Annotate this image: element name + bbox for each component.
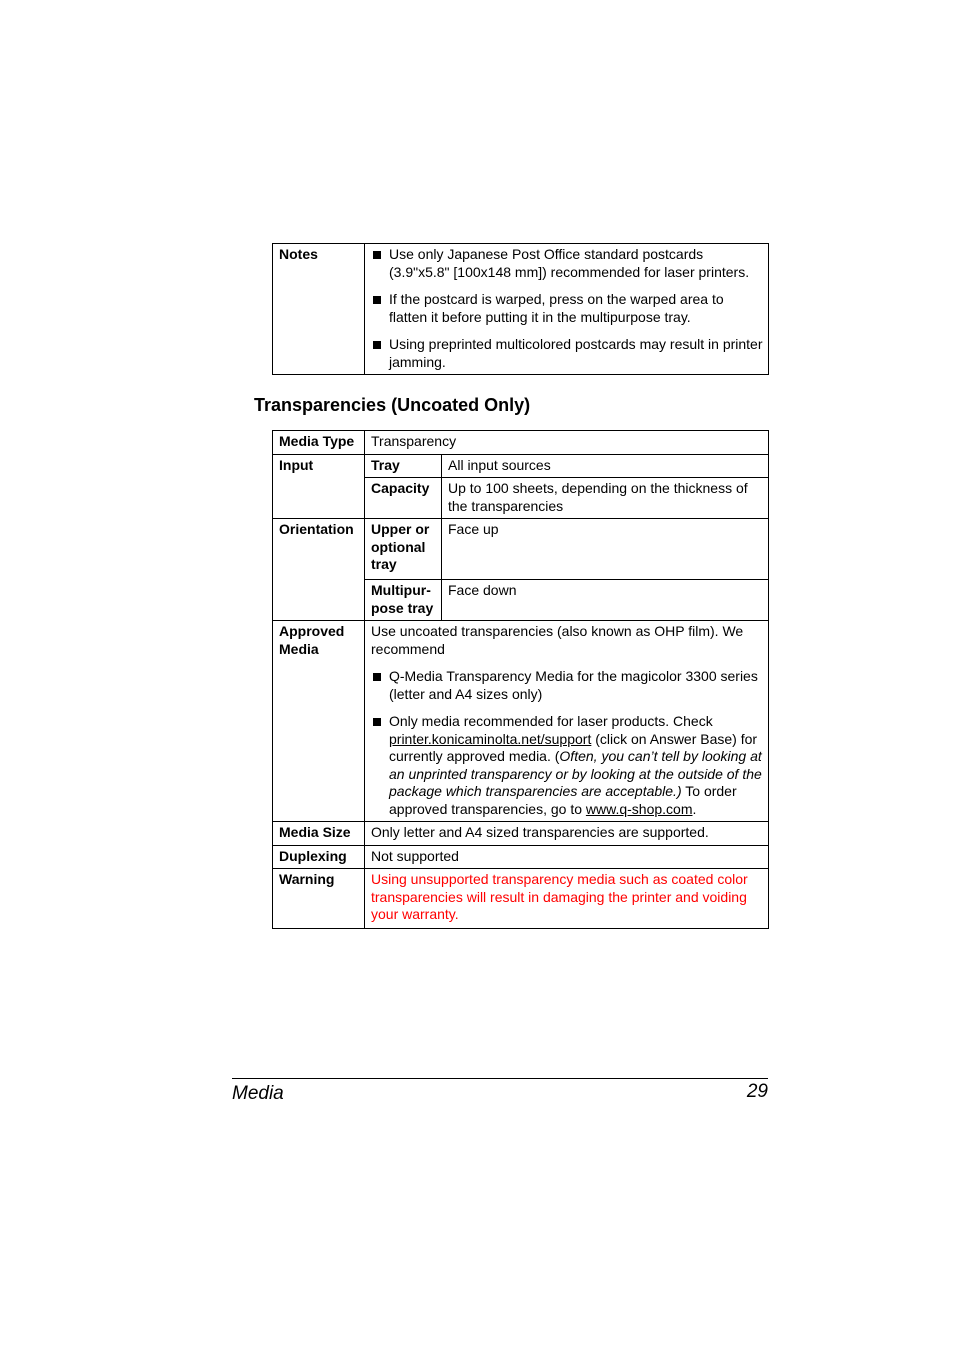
notes-table xyxy=(272,243,769,375)
capacity-label: Capacity xyxy=(365,478,442,519)
tray-value: All input sources xyxy=(442,454,769,478)
duplexing-label: Duplexing xyxy=(273,845,365,869)
media-size-value: Only letter and A4 sized transparencies are supported. xyxy=(365,822,769,846)
media-size-label: Media Size xyxy=(273,822,365,846)
notes-content xyxy=(365,244,769,375)
approved-media-content xyxy=(365,621,769,822)
item-note: Often, you can’t tell by looking at an unprinted transparency or by looking at the outside of the package which transparencies are acceptable.) xyxy=(389,748,762,799)
warning-label: Warning xyxy=(273,869,365,929)
list-item: Using preprinted multicolored postcards may result in printer jamming. xyxy=(371,336,763,371)
support-link[interactable]: printer.konicaminolta.net/support xyxy=(389,730,592,747)
footer-section-title: Media xyxy=(232,1083,284,1104)
multipurpose-tray-label: Multipur-pose tray xyxy=(365,580,442,621)
item-text: Only media recommended for laser products. Check xyxy=(389,713,713,729)
shop-link[interactable]: www.q-shop.com xyxy=(585,800,693,817)
item-text: To order approved transparencies, go to xyxy=(389,783,737,817)
upper-tray-value: Face up xyxy=(442,519,769,580)
section-heading: Transparencies (Uncoated Only) xyxy=(254,395,531,415)
duplexing-value: Not supported xyxy=(365,845,769,869)
table-row xyxy=(273,519,769,580)
table-row xyxy=(273,431,769,455)
table-row xyxy=(273,454,769,478)
page-number: 29 xyxy=(746,1081,768,1102)
warning-value: Using unsupported transparency media such as coated color transparencies will result in damaging the printer and voiding your warranty. xyxy=(365,869,769,929)
approved-media-intro: Use uncoated transparencies (also known as OHP film). We recommend xyxy=(371,623,744,657)
table-row xyxy=(273,845,769,869)
table-row xyxy=(273,869,769,929)
orientation-label: Orientation xyxy=(273,519,365,621)
list-item: Q-Media Transparency Media for the magicolor 3300 series (letter and A4 sizes only) xyxy=(371,668,763,703)
input-label: Input xyxy=(273,454,365,519)
multipurpose-tray-value: Face down xyxy=(442,580,769,621)
notes-label: Notes xyxy=(273,244,365,375)
notes-list xyxy=(371,246,763,371)
table-row xyxy=(273,822,769,846)
capacity-value: Up to 100 sheets, depending on the thickness of the transparencies xyxy=(442,478,769,519)
transparency-spec-table xyxy=(272,430,769,929)
list-item xyxy=(371,713,763,818)
upper-tray-label: Upper or optional tray xyxy=(365,519,442,580)
media-type-value: Transparency xyxy=(365,431,769,455)
item-text: (click on Answer Base) for currently approved media. ( xyxy=(389,730,758,764)
tray-label: Tray xyxy=(365,454,442,478)
approved-media-list xyxy=(371,668,763,818)
media-type-label: Media Type xyxy=(273,431,365,455)
table-row xyxy=(273,621,769,822)
item-text: . xyxy=(692,800,697,817)
approved-media-label: Approved Media xyxy=(273,621,365,822)
footer-divider xyxy=(232,1078,768,1079)
list-item: If the postcard is warped, press on the warped area to flatten it before putting it in the multipurpose tray. xyxy=(371,291,763,326)
list-item: Use only Japanese Post Office standard postcards (3.9"x5.8" [100x148 mm]) recommended for laser printers. xyxy=(371,246,763,281)
